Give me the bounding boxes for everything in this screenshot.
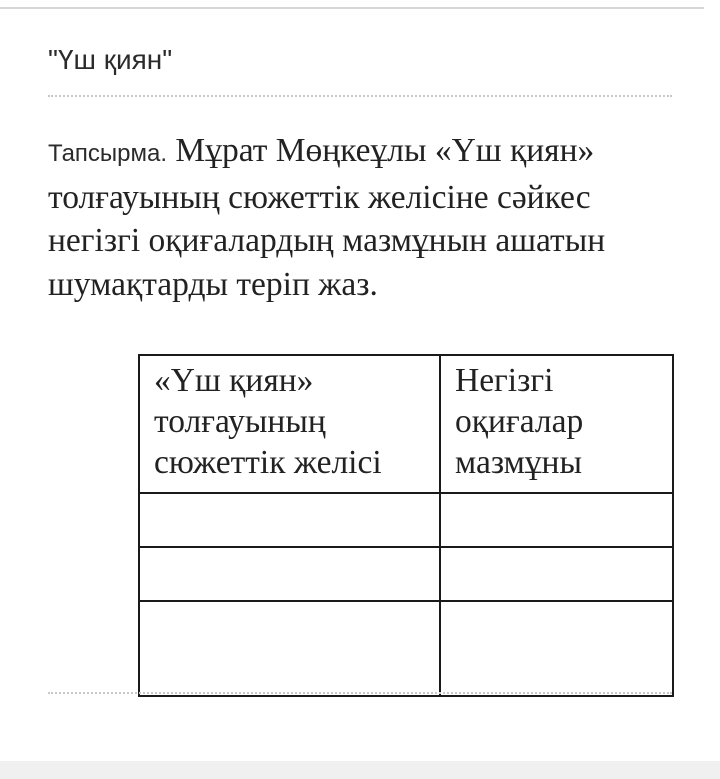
task-paragraph — [48, 129, 688, 306]
table-header-row — [139, 355, 673, 493]
task-text: Мұрат Мөңкеұлы «Үш қиян» толғауының сюжеттік желісіне сәйкес негізгі оқиғалардың мазмұнын ашатын шумақтарды теріп жаз. — [48, 132, 606, 303]
table-cell — [440, 493, 673, 547]
table-cell — [139, 493, 440, 547]
title-divider — [48, 95, 672, 97]
page-footer-band — [0, 761, 720, 779]
table-row — [139, 493, 673, 547]
answer-table — [138, 354, 674, 697]
table-cell — [139, 601, 440, 696]
content-divider — [48, 692, 672, 694]
table-cell — [440, 601, 673, 696]
card-top-border — [0, 7, 704, 9]
post-title: "Үш қиян" — [48, 44, 173, 75]
table-header-plot: «Үш қиян» толғауының сюжеттік желісі — [139, 355, 440, 493]
table-header-events: Негізгі оқиғалар мазмұны — [440, 355, 673, 493]
table-cell — [139, 547, 440, 601]
table-cell — [440, 547, 673, 601]
table-row — [139, 601, 673, 696]
task-label: Тапсырма. — [48, 140, 168, 167]
table-row — [139, 547, 673, 601]
